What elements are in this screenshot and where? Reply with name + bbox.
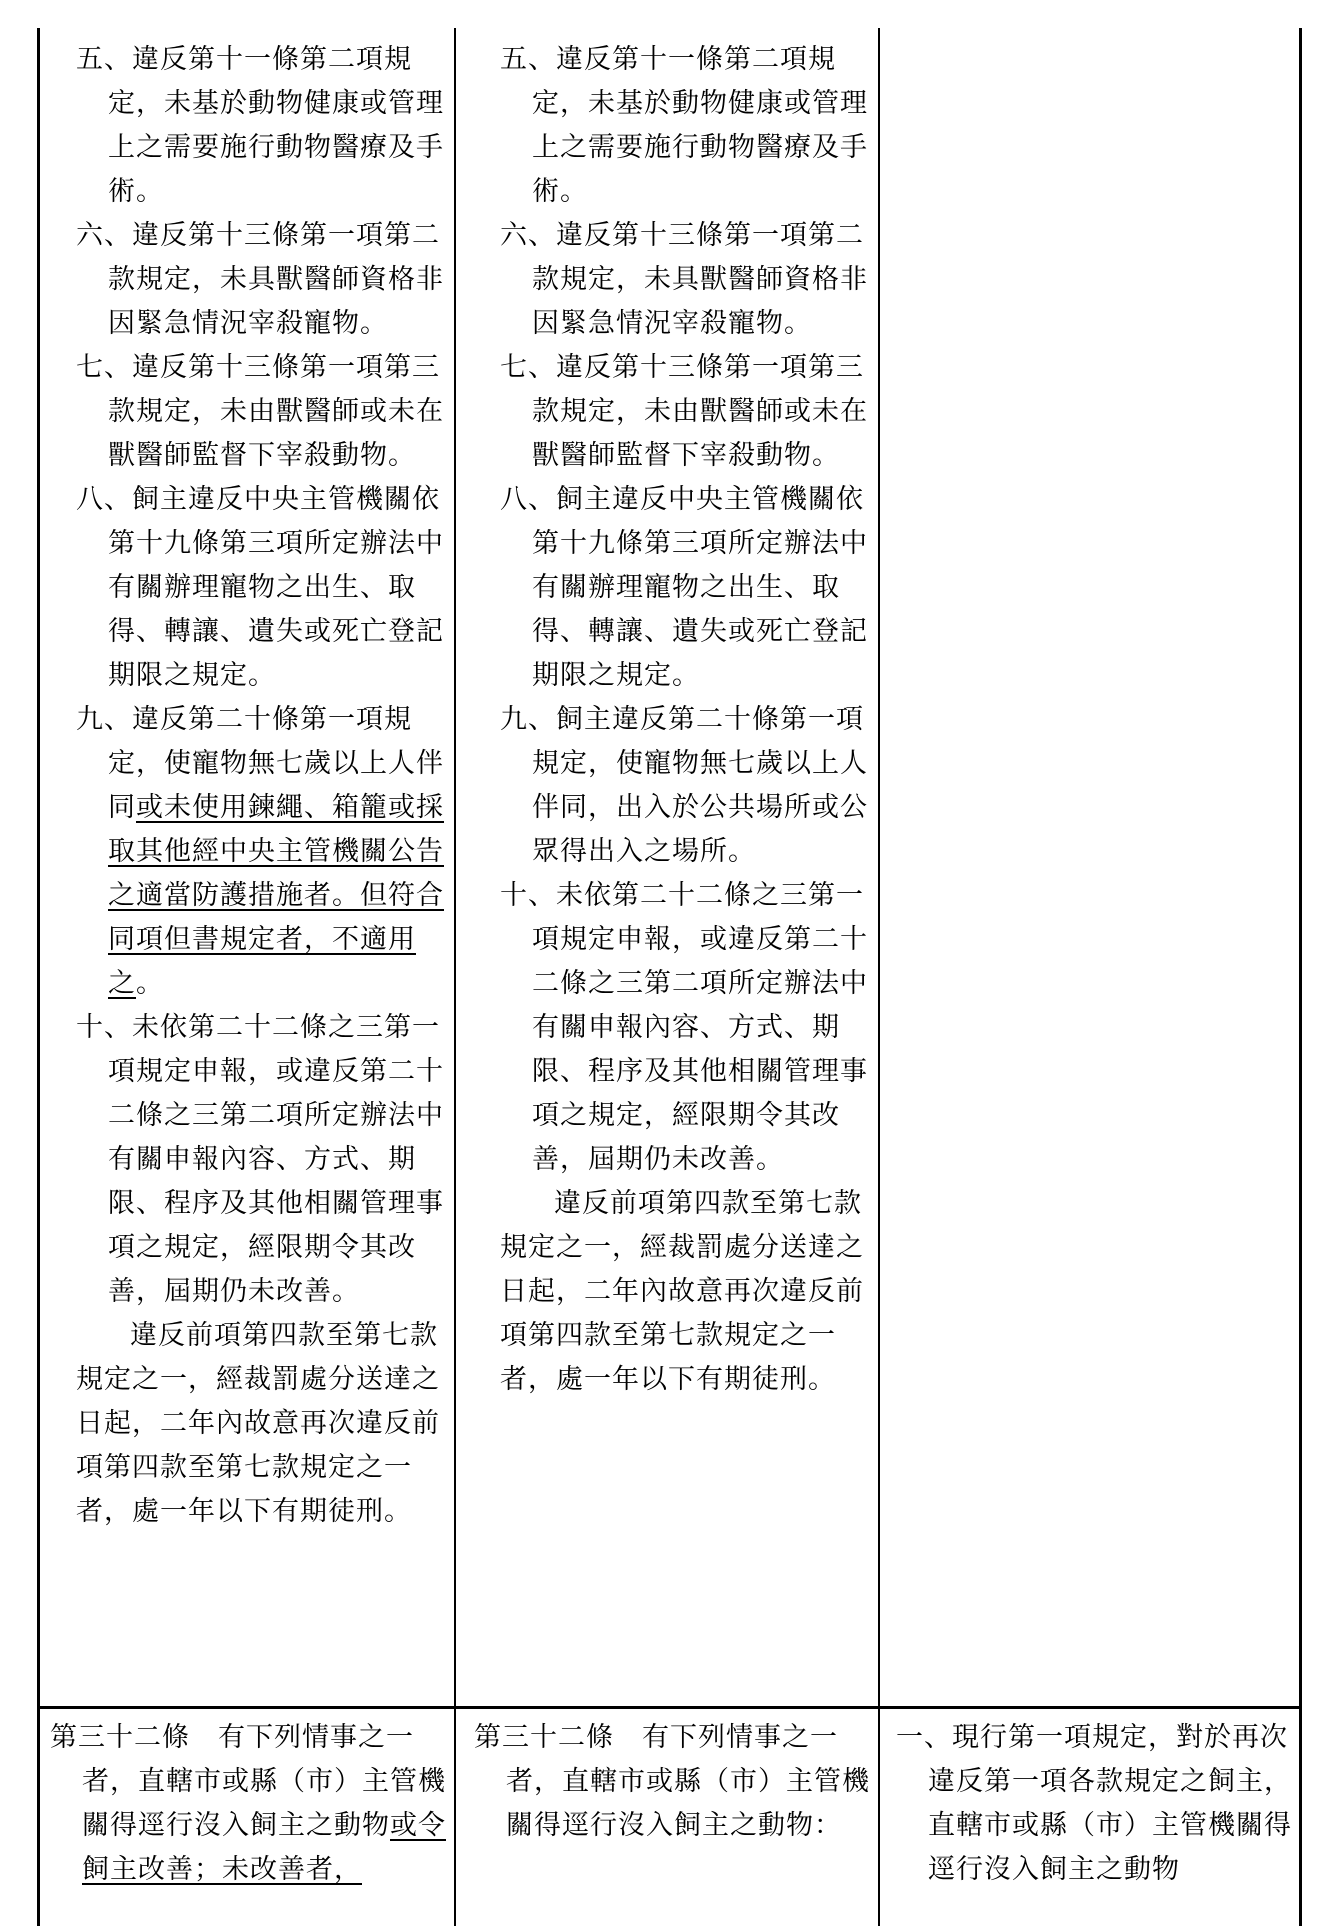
bottom-row-col3 (886, 1716, 1304, 1892)
list-item: 八、飼主違反中央主管機關依第十九條第三項所定辦法中有關辦理寵物之出生、取得、轉讓、遺失或死亡登記期限之規定。 (500, 484, 868, 691)
paragraph: 違反前項第四款至第七款規定之一，經裁罰處分送達之日起，二年內故意再次違反前項第四款至第七款規定之一者，處一年以下有期徒刑。 (76, 1320, 440, 1527)
list-item: 十、未依第二十二條之三第一項規定申報，或違反第二十二條之三第二項所定辦法中有關申報內容、方式、期限、程序及其他相關管理事項之規定，經限期令其改善，屆期仍未改善。 (500, 880, 868, 1175)
list-item: 七、違反第十三條第一項第三款規定，未由獸醫師或未在獸醫師監督下宰殺動物。 (76, 352, 444, 471)
bottom-row-col2 (464, 1716, 882, 1848)
article-32-amended (50, 1716, 446, 1892)
article-text: 第三十二條 有下列情事之一者，直轄市或縣（市）主管機關得逕行沒入飼主之動物 (50, 1722, 446, 1841)
list-item: 五、違反第十一條第二項規定，未基於動物健康或管理上之需要施行動物醫療及手術。 (76, 44, 444, 207)
list-item: 八、飼主違反中央主管機關依第十九條第三項所定辦法中有關辦理寵物之出生、取得、轉讓、遺失或死亡登記期限之規定。 (76, 484, 444, 691)
comparison-table (37, 28, 1302, 1926)
article-32-current: 第三十二條 有下列情事之一者，直轄市或縣（市）主管機關得逕行沒入飼主之動物： (474, 1722, 870, 1841)
list-item: 五、違反第十一條第二項規定，未基於動物健康或管理上之需要施行動物醫療及手術。 (500, 44, 868, 207)
top-row-col2 (490, 38, 884, 1402)
explanation: 一、現行第一項規定，對於再次違反第一項各款規定之飼主，直轄市或縣（市）主管機關得逕行沒入飼主之動物 (896, 1722, 1292, 1885)
row-divider (40, 1706, 1299, 1709)
bottom-row-col1 (40, 1716, 458, 1892)
article-amendment: 或令飼主改善；未改善者， (82, 1810, 446, 1885)
list-item: 六、違反第十三條第一項第二款規定，未具獸醫師資格非因緊急情況宰殺寵物。 (76, 220, 444, 339)
list-item: 九、飼主違反第二十條第一項規定，使寵物無七歲以上人伴同，出入於公共場所或公眾得出入之場所。 (500, 704, 868, 867)
item-9-end: 。 (136, 968, 164, 999)
top-row-col1 (66, 38, 460, 1534)
item-9-amendment: 或未使用鍊繩、箱籠或採取其他經中央主管機關公告之適當防護措施者。但符合同項但書規定者，不適用之 (108, 792, 444, 999)
list-item-9 (76, 698, 448, 1006)
item-9-text: 九、違反第二十條第一項規定，使寵物無七歲以上人伴同 (76, 704, 444, 823)
list-item: 六、違反第十三條第一項第二款規定，未具獸醫師資格非因緊急情況宰殺寵物。 (500, 220, 868, 339)
list-item: 十、未依第二十二條之三第一項規定申報，或違反第二十二條之三第二項所定辦法中有關申報內容、方式、期限、程序及其他相關管理事項之規定，經限期令其改善，屆期仍未改善。 (76, 1012, 444, 1307)
list-item: 七、違反第十三條第一項第三款規定，未由獸醫師或未在獸醫師監督下宰殺動物。 (500, 352, 868, 471)
paragraph: 違反前項第四款至第七款規定之一，經裁罰處分送達之日起，二年內故意再次違反前項第四款至第七款規定之一者，處一年以下有期徒刑。 (500, 1188, 864, 1395)
